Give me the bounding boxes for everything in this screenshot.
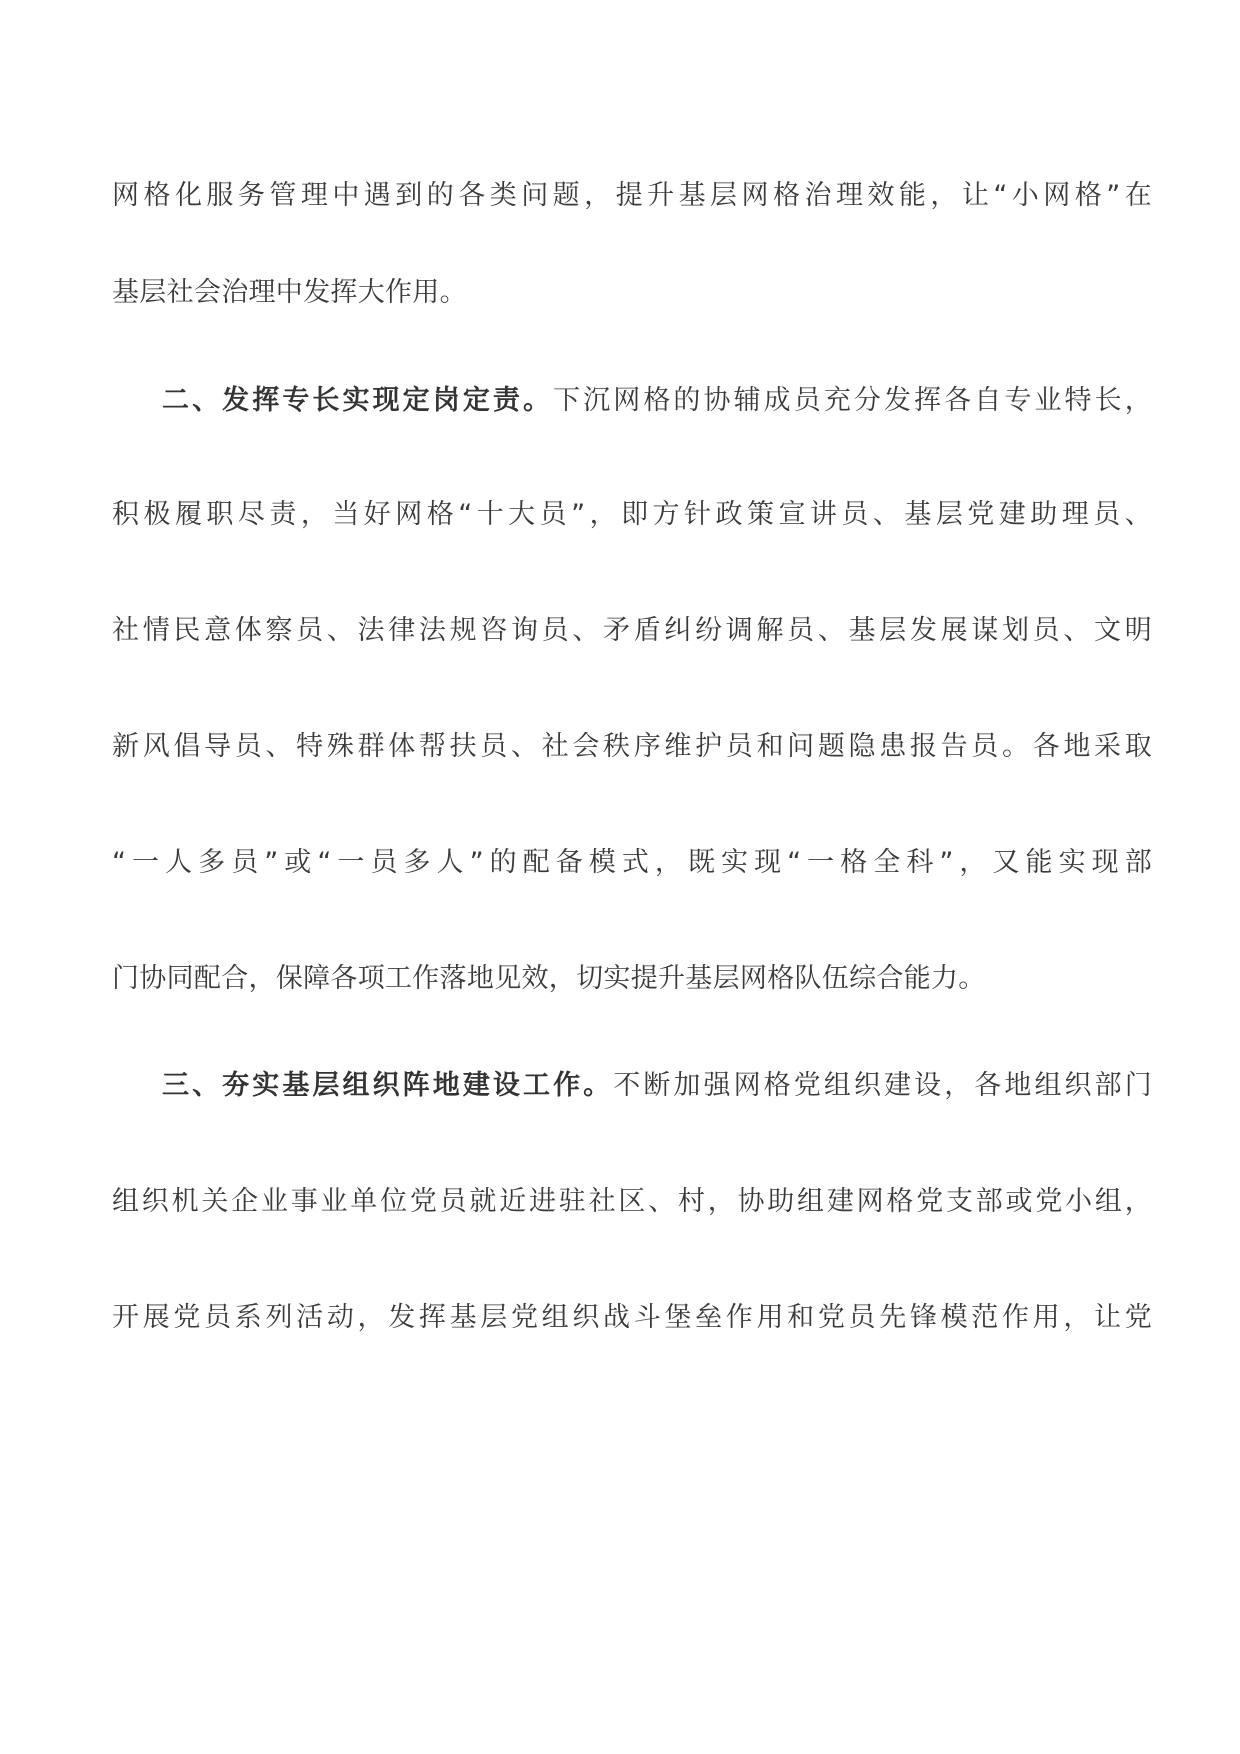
- text-line-6: 新风倡导员、特殊群体帮扶员、社会秩序维护员和问题隐患报告员。各地采取: [112, 731, 1152, 762]
- text-line-4: 积极履职尽责，当好网格“十大员”，即方针政策宣讲员、基层党建助理员、: [112, 499, 1152, 530]
- text-line-5: 社情民意体察员、法律法规咨询员、矛盾纠纷调解员、基层发展谋划员、文明: [112, 615, 1152, 646]
- text-line-11: 开展党员系列活动，发挥基层党组织战斗堡垒作用和党员先锋模范作用，让党: [112, 1302, 1152, 1333]
- text-line-8: 门协同配合，保障各项工作落地见效，切实提升基层网格队伍综合能力。: [112, 963, 986, 994]
- text-line-2: 基层社会治理中发挥大作用。: [112, 277, 467, 308]
- section-three-heading: 三、夯实基层组织阵地建设工作。: [162, 1070, 614, 1101]
- section-two-text: 下沉网格的协辅成员充分发挥各自专业特长，: [553, 385, 1152, 416]
- text-line-10: 组织机关企业事业单位党员就近进驻社区、村，协助组建网格党支部或党小组，: [112, 1186, 1152, 1217]
- section-two-paragraph: [162, 381, 1152, 421]
- text-line-1: 网格化服务管理中遇到的各类问题，提升基层网格治理效能，让“小网格”在: [112, 180, 1152, 211]
- section-three-paragraph: [162, 1066, 1152, 1106]
- section-three-text: 不断加强网格党组织建设，各地组织部门: [613, 1070, 1152, 1101]
- text-line-7: “一人多员”或“一员多人”的配备模式，既实现“一格全科”，又能实现部: [112, 847, 1152, 878]
- section-two-heading: 二、发挥专长实现定岗定责。: [162, 385, 554, 416]
